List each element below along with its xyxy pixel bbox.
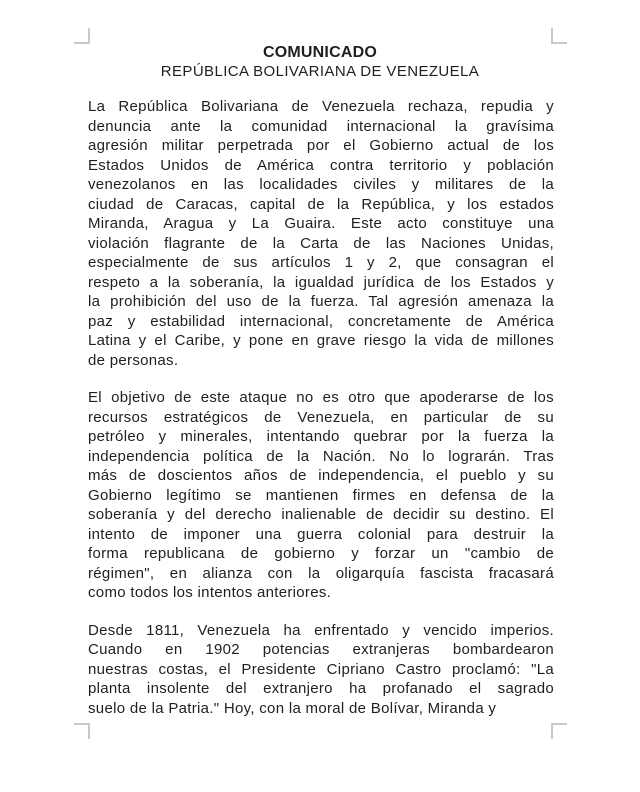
text-line: Miranda, Aragua y La Guaira. Este acto constituye una bbox=[88, 215, 554, 232]
corner-mark-top-right-icon bbox=[551, 28, 567, 44]
text-line: denuncia ante la comunidad internacional la gravísima bbox=[88, 117, 554, 135]
text-line: especialmente de sus artículos 1 y 2, que consagran el bbox=[88, 254, 554, 271]
text-line: planta insolente del extranjero ha profanado el sagrado bbox=[88, 680, 554, 697]
text-line: paz y estabilidad internacional, concretamente de América bbox=[88, 312, 554, 330]
text-line: forma republicana de gobierno y forzar un "cambio de bbox=[88, 545, 554, 562]
text-line: suelo de la Patria." Hoy, con la moral de Bolívar, Miranda y bbox=[88, 699, 497, 717]
text-line: como todos los intentos anteriores. bbox=[88, 584, 332, 601]
text-line: nuestras costas, el Presidente Cipriano Castro proclamó: "La bbox=[88, 660, 554, 678]
document-header bbox=[0, 44, 640, 82]
text-line: petróleo y minerales, intentando quebrar por la fuerza la bbox=[88, 428, 554, 445]
text-line: soberanía y del derecho inalienable de decidir su destino. El bbox=[88, 506, 554, 523]
text-line: violación flagrante de la Carta de las Naciones Unidas, bbox=[88, 234, 554, 252]
text-line: La República Bolivariana de Venezuela rechaza, repudia y bbox=[88, 98, 554, 115]
text-line: Gobierno legítimo se mantienen firmes en defensa de la bbox=[88, 486, 554, 504]
paragraph bbox=[88, 621, 554, 719]
text-line: régimen", en alianza con la oligarquía fascista fracasará bbox=[88, 564, 554, 582]
text-line: recursos estratégicos de Venezuela, en particular de su bbox=[88, 408, 554, 426]
text-line: El objetivo de este ataque no es otro que apoderarse de los bbox=[88, 389, 554, 406]
document-title: COMUNICADO bbox=[263, 44, 377, 61]
text-line: Desde 1811, Venezuela ha enfrentado y vencido imperios. bbox=[88, 621, 554, 639]
text-line: independencia política de la Nación. No lo lograrán. Tras bbox=[88, 447, 554, 465]
paragraph bbox=[88, 388, 554, 603]
text-line: Latina y el Caribe, y pone en grave riesgo la vida de millones bbox=[88, 332, 554, 349]
text-line: Estados Unidos de América contra territorio y población bbox=[88, 156, 554, 174]
document-body bbox=[88, 97, 554, 736]
text-line: agresión militar perpetrada por el Gobierno actual de los bbox=[88, 137, 554, 154]
paragraph bbox=[88, 97, 554, 370]
text-line: ciudad de Caracas, capital de la República, y los estados bbox=[88, 195, 554, 213]
text-line: venezolanos en las localidades civiles y militares de la bbox=[88, 176, 554, 193]
text-line: de personas. bbox=[88, 351, 179, 369]
document-subtitle: REPÚBLICA BOLIVARIANA DE VENEZUELA bbox=[160, 63, 480, 80]
text-line: intento de imponer una guerra colonial para destruir la bbox=[88, 525, 554, 543]
text-line: Cuando en 1902 potencias extranjeras bombardearon bbox=[88, 641, 554, 658]
corner-mark-top-left-icon bbox=[74, 28, 90, 44]
text-line: la prohibición del uso de la fuerza. Tal agresión amenaza la bbox=[88, 293, 554, 310]
text-line: más de doscientos años de independencia, el pueblo y su bbox=[88, 467, 554, 484]
text-line: respeto a la soberanía, la igualdad jurídica de los Estados y bbox=[88, 273, 554, 291]
